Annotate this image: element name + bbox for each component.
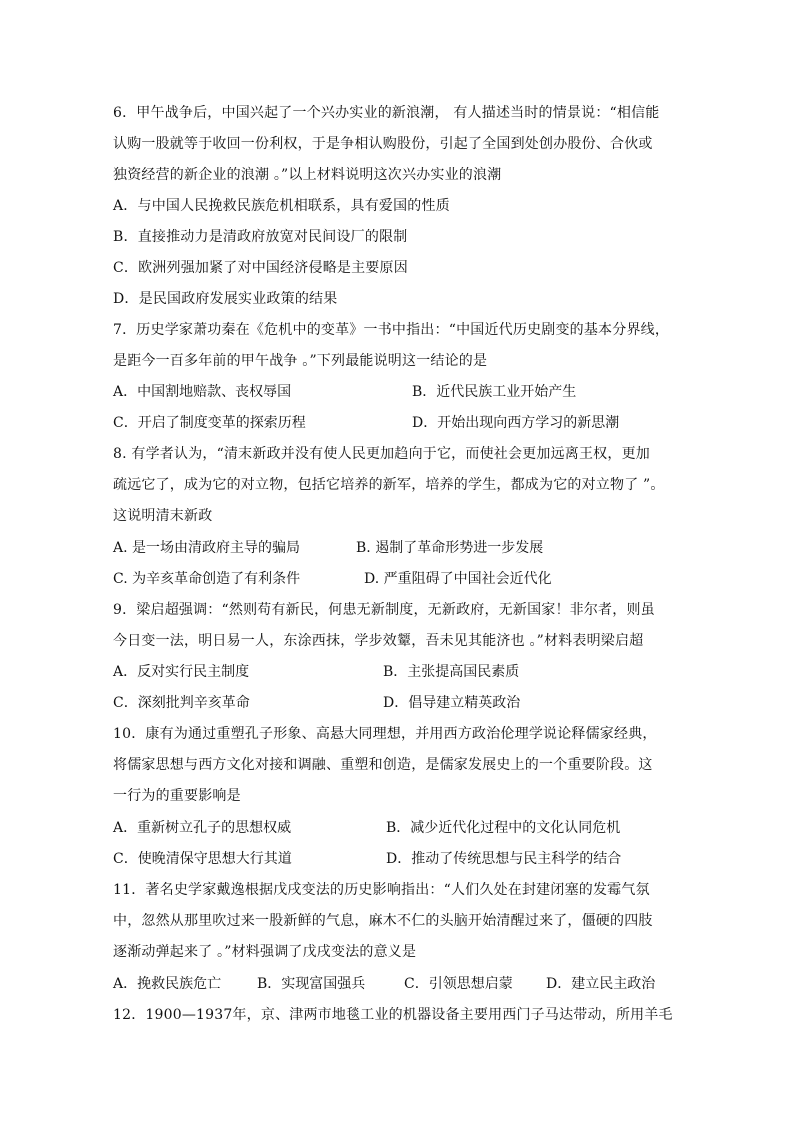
q10-option-b: B．减少近代化过程中的文化认同危机 <box>386 820 621 836</box>
q11-stem-line-1: 11．著名史学家戴逸根据戊戌变法的历史影响指出：“人们久处在封建闭塞的发霉气氛 <box>113 882 650 898</box>
q9-option-d: D．倡导建立精英政治 <box>383 695 521 711</box>
q11-option-d: D．建立民主政治 <box>546 976 656 992</box>
q9-stem-line-2: 今日变一法，明日易一人，东涂西抹，学步效颦，吾未见其能济也 。”材料表明梁启超 <box>113 633 644 649</box>
q8-stem-line-3: 这说明清末新政 <box>113 508 213 524</box>
q6-stem-line-1: 6．甲午战争后，中国兴起了一个兴办实业的新浪潮， 有人描述当时的情景说：“相信能 <box>113 105 660 121</box>
q9-option-b: B．主张提高国民素质 <box>383 664 520 680</box>
q11-option-a: A．挽救民族危亡 <box>113 976 222 992</box>
q10-option-a: A．重新树立孔子的思想权威 <box>113 820 292 836</box>
q10-stem-line-1: 10．康有为通过重塑孔子形象、高悬大同理想，并用西方政治伦理学说论释儒家经典， <box>113 726 657 742</box>
q7-option-d: D．开始出现向西方学习的新思潮 <box>412 415 620 431</box>
q8-option-d: D. 严重阻碍了中国社会近代化 <box>364 571 552 587</box>
q12-stem-line-1: 12．1900—1937年，京、津两市地毯工业的机器设备主要用西门子马达带动，所用羊毛 <box>113 1007 673 1023</box>
q9-stem-line-1: 9．梁启超强调：“然则苟有新民，何患无新制度，无新政府，无新国家！非尔者，则虽 <box>113 602 655 618</box>
q6-option-a: A．与中国人民挽救民族危机相联系，具有爱国的性质 <box>113 198 450 214</box>
q7-option-b: B．近代民族工业开始产生 <box>412 384 577 400</box>
q8-stem-line-2: 疏远它了，成为它的对立物，包括它培养的新军，培养的学生，都成为它的对立物了 ”。 <box>113 477 665 493</box>
q8-option-b: B. 遏制了革命形势进一步发展 <box>356 540 544 556</box>
q11-option-c: C．引领思想启蒙 <box>404 976 513 992</box>
q10-stem-line-2: 将儒家思想与西方文化对接和调融、重塑和创造，是儒家发展史上的一个重要阶段。这 <box>113 757 653 773</box>
q8-option-a: A. 是一场由清政府主导的骗局 <box>113 540 301 556</box>
q9-option-c: C．深刻批判辛亥革命 <box>113 695 250 711</box>
q10-stem-line-3: 一行为的重要影响是 <box>113 788 241 804</box>
q6-stem-line-3: 独资经营的新企业的浪潮 。”以上材料说明这次兴办实业的浪潮 <box>113 167 502 183</box>
q6-stem-line-2: 认购一股就等于收回一份利权，于是争相认购股份，引起了全国到处创办股份、合伙或 <box>113 136 653 152</box>
q10-option-d: D．推动了传统思想与民主科学的结合 <box>386 851 622 867</box>
q7-stem-line-2: 是距今一百多年前的甲午战争 。”下列最能说明这一结论的是 <box>113 353 488 369</box>
q6-option-d: D．是民国政府发展实业政策的结果 <box>113 291 338 307</box>
q11-stem-line-3: 逐渐动弹起来了 。”材料强调了戊戌变法的意义是 <box>113 944 417 960</box>
q11-option-b: B．实现富国强兵 <box>257 976 366 992</box>
q6-option-b: B．直接推动力是清政府放宽对民间设厂的限制 <box>113 229 408 245</box>
q7-option-a: A．中国割地赔款、丧权辱国 <box>113 384 292 400</box>
q6-option-c: C．欧洲列强加紧了对中国经济侵略是主要原因 <box>113 260 408 276</box>
q7-option-c: C．开启了制度变革的探索历程 <box>113 415 306 431</box>
q8-option-c: C. 为辛亥革命创造了有利条件 <box>113 571 301 587</box>
q7-stem-line-1: 7．历史学家萧功秦在《危机中的变革》一书中指出：“中国近代历史剧变的基本分界线， <box>113 322 670 338</box>
q9-option-a: A．反对实行民主制度 <box>113 664 250 680</box>
q8-stem-line-1: 8. 有学者认为，“清末新政并没有使人民更加趋向于它，而使社会更加远离王权，更加 <box>113 446 650 462</box>
q11-stem-line-2: 中，忽然从那里吹过来一股新鲜的气息，麻木不仁的头脑开始清醒过来了，僵硬的四肢 <box>113 913 653 929</box>
q10-option-c: C．使晚清保守思想大行其道 <box>113 851 292 867</box>
